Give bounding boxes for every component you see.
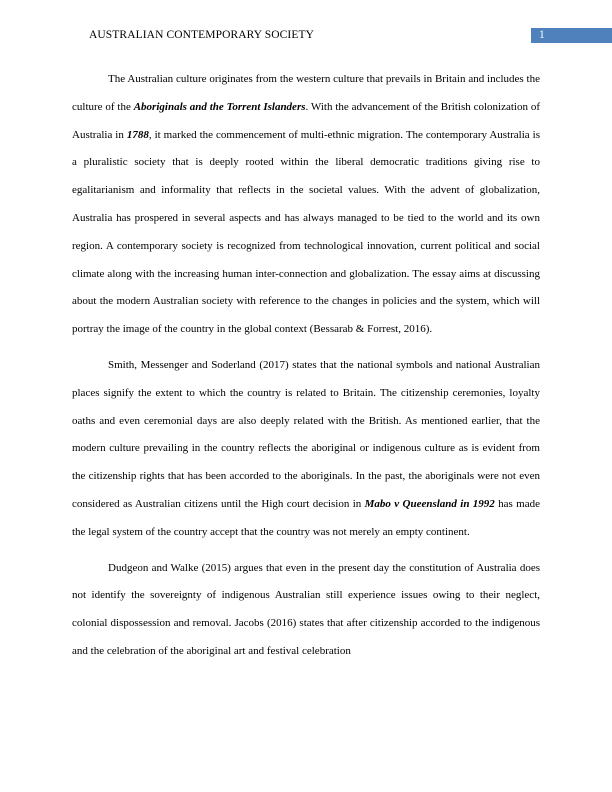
paragraph-text: has made the legal system of the country accept that the country was not merely an empty continent. bbox=[72, 497, 540, 538]
paragraph-text: , it marked the commencement of multi-ethnic migration. The contemporary Australia is a pluralistic society that is deeply rooted within the liberal democratic traditions giving rise to egalitarianism and informality that reflects in the societal values. With the advent of globalization, Australia has prospered in several aspects and has always managed to be tied to the world and its own region. A contemporary society is recognized from technological innovation, current political and social climate along with the increasing human inter-connection and globalization. The essay aims at discussing about the modern Australian society with reference to the changes in policies and the system, which will portray the image of the country in the global context (Bessarab & Forrest, 2016). bbox=[72, 128, 540, 336]
page-number-badge: 1 bbox=[531, 28, 612, 43]
paragraph-2 bbox=[72, 352, 540, 547]
running-header-title: AUSTRALIAN CONTEMPORARY SOCIETY bbox=[89, 29, 315, 41]
paragraph-text: The Australian culture originates from the western culture that prevails in Britain and includes the culture of the bbox=[72, 73, 540, 113]
paragraph-text: Dudgeon and Walke (2015) argues that even in the present day the constitution of Australia does not identify the sovereignty of indigenous Australian still experience issues owing to their neglect, colonial dispossession and removal. Jacobs (2016) states that after citizenship accorded to the indigenous and the celebration of the aboriginal art and festival celebration bbox=[72, 561, 540, 657]
emphasized-text: 1788 bbox=[126, 128, 149, 141]
emphasized-text: Aboriginals and the Torrent Islanders bbox=[133, 100, 306, 113]
paragraph-text: Smith, Messenger and Soderland (2017) states that the national symbols and national Australian places signify the extent to which the country is related to Britain. The citizenship ceremonies, loyalty oaths and even ceremonial days are also deeply related with the British. As mentioned earlier, that the modern culture prevailing in the country reflects the aboriginal or indigenous culture as is evident from the citizenship rights that has been accorded to the aboriginals. In the past, the aboriginals were not even considered as Australian citizens until the High court decision in bbox=[72, 358, 540, 510]
emphasized-text: Mabo v Queensland in 1992 bbox=[364, 497, 495, 510]
paragraph-text: . With the advancement of the British colonization of Australia in bbox=[72, 100, 541, 141]
paragraph-3 bbox=[72, 555, 540, 666]
paragraph-1 bbox=[72, 66, 540, 344]
document-body bbox=[72, 66, 540, 666]
